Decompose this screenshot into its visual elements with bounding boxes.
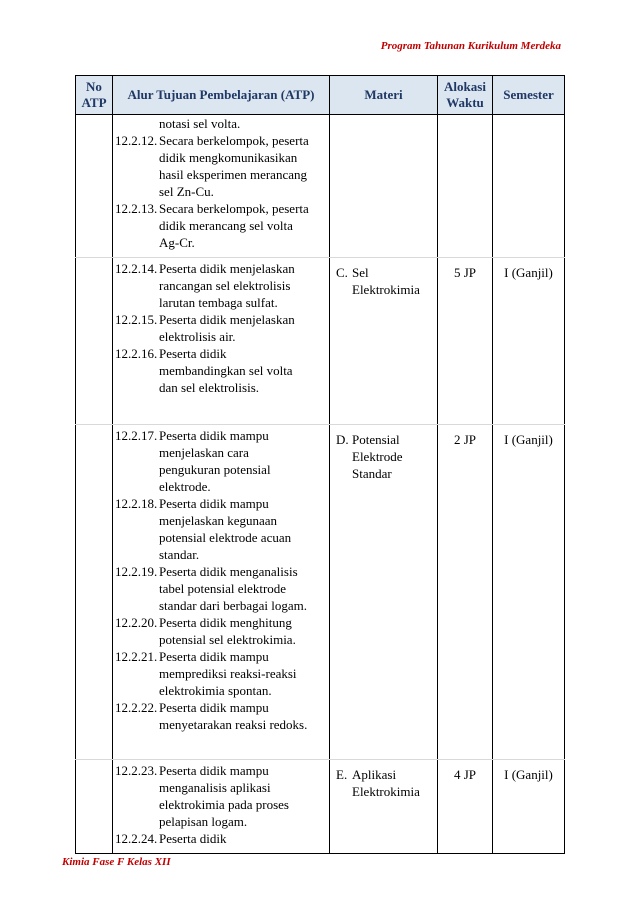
materi-text xyxy=(352,431,403,482)
atp-item xyxy=(115,762,325,830)
atp-line: Secara berkelompok, peserta xyxy=(159,133,309,148)
atp-line: standar dari berbagai logam. xyxy=(159,598,307,613)
atp-number: 12.2.13. xyxy=(115,201,158,216)
materi-text xyxy=(352,766,420,800)
atp-number: 12.2.23. xyxy=(115,763,158,778)
materi-cell xyxy=(330,760,438,854)
atp-text xyxy=(159,345,325,396)
atp-line: Peserta didik xyxy=(159,831,227,846)
atp-item xyxy=(115,260,325,311)
atp-line: membandingkan sel volta xyxy=(159,363,293,378)
atp-line: Peserta didik xyxy=(159,346,227,361)
atp-text xyxy=(159,830,325,847)
atp-number: 12.2.15. xyxy=(115,312,158,327)
atp-item xyxy=(115,495,325,563)
atp-line: dan sel elektrolisis. xyxy=(159,380,260,395)
atp-line: elektrode. xyxy=(159,479,211,494)
table-header-row xyxy=(76,76,565,115)
atp-number: 12.2.24. xyxy=(115,831,158,846)
atp-line: didik mengkomunikasikan xyxy=(159,150,298,165)
atp-text xyxy=(159,311,325,345)
atp-text xyxy=(159,648,325,699)
materi-line: Sel xyxy=(352,265,369,280)
table-row xyxy=(76,115,565,258)
atp-text xyxy=(159,699,325,733)
semester-cell: I (Ganjil) xyxy=(493,760,565,854)
atp-text xyxy=(159,200,325,251)
atp-line: Peserta didik menghitung xyxy=(159,615,292,630)
atp-number: 12.2.20. xyxy=(115,615,158,630)
materi-cell xyxy=(330,425,438,760)
atp-line: menjelaskan kegunaan xyxy=(159,513,278,528)
program-table xyxy=(75,75,565,854)
atp-line: Secara berkelompok, peserta xyxy=(159,201,309,216)
atp-line: pengukuran potensial xyxy=(159,462,271,477)
materi-cell xyxy=(330,258,438,425)
atp-cell xyxy=(113,258,330,425)
materi-letter: E. xyxy=(336,767,348,782)
materi-line: Elektrokimia xyxy=(352,784,420,799)
atp-line: menyetarakan reaksi redoks. xyxy=(159,717,308,732)
semester-cell xyxy=(493,115,565,258)
atp-text xyxy=(159,762,325,830)
atp-item xyxy=(115,200,325,251)
atp-cell xyxy=(113,760,330,854)
alokasi-cell xyxy=(438,115,493,258)
no-atp-cell xyxy=(76,115,113,258)
atp-line: memprediksi reaksi-reaksi xyxy=(159,666,297,681)
atp-number: 12.2.14. xyxy=(115,261,158,276)
materi-line: Elektrode xyxy=(352,449,403,464)
atp-number: 12.2.18. xyxy=(115,496,158,511)
atp-line: elektrolisis air. xyxy=(159,329,236,344)
atp-text xyxy=(159,495,325,563)
atp-line: sel Zn-Cu. xyxy=(159,184,214,199)
atp-item xyxy=(115,648,325,699)
materi-line: Aplikasi xyxy=(352,767,397,782)
atp-line: Peserta didik mampu xyxy=(159,649,269,664)
atp-cell xyxy=(113,115,330,258)
atp-line: standar. xyxy=(159,547,200,562)
atp-item xyxy=(115,699,325,733)
col-header-semester: Semester xyxy=(493,76,565,115)
running-footer: Kimia Fase F Kelas XII xyxy=(62,856,171,868)
no-atp-cell xyxy=(76,258,113,425)
semester-cell: I (Ganjil) xyxy=(493,425,565,760)
atp-item xyxy=(115,115,325,132)
semester-cell: I (Ganjil) xyxy=(493,258,565,425)
atp-cell xyxy=(113,425,330,760)
atp-line: menjelaskan cara xyxy=(159,445,249,460)
atp-number: 12.2.22. xyxy=(115,700,158,715)
atp-number: 12.2.19. xyxy=(115,564,158,579)
atp-line: Peserta didik mampu xyxy=(159,700,269,715)
atp-line: Peserta didik mampu xyxy=(159,496,269,511)
atp-text xyxy=(159,614,325,648)
col-header-atp: Alur Tujuan Pembelajaran (ATP) xyxy=(113,76,330,115)
materi-letter: D. xyxy=(336,432,349,447)
table-row xyxy=(76,258,565,425)
atp-item xyxy=(115,563,325,614)
running-header: Program Tahunan Kurikulum Merdeka xyxy=(380,40,561,52)
atp-number: 12.2.17. xyxy=(115,428,158,443)
materi-line: Elektrokimia xyxy=(352,282,420,297)
atp-number xyxy=(115,115,159,132)
atp-line: Ag-Cr. xyxy=(159,235,195,250)
alokasi-cell: 5 JP xyxy=(438,258,493,425)
atp-text xyxy=(159,427,325,495)
col-header-no: No ATP xyxy=(76,76,113,115)
materi-cell xyxy=(330,115,438,258)
no-atp-cell xyxy=(76,760,113,854)
atp-line: hasil eksperimen merancang xyxy=(159,167,307,182)
atp-item xyxy=(115,427,325,495)
alokasi-cell: 2 JP xyxy=(438,425,493,760)
alokasi-cell: 4 JP xyxy=(438,760,493,854)
table-row xyxy=(76,760,565,854)
atp-line: tabel potensial elektrode xyxy=(159,581,287,596)
table-row xyxy=(76,425,565,760)
atp-line: menganalisis aplikasi xyxy=(159,780,271,795)
no-atp-cell xyxy=(76,425,113,760)
atp-text xyxy=(159,260,325,311)
atp-line: Peserta didik menganalisis xyxy=(159,564,298,579)
atp-number: 12.2.12. xyxy=(115,133,158,148)
atp-item xyxy=(115,311,325,345)
atp-text xyxy=(159,132,325,200)
atp-text xyxy=(159,563,325,614)
atp-line: notasi sel volta. xyxy=(159,116,241,131)
atp-item xyxy=(115,830,325,847)
materi-letter: C. xyxy=(336,265,348,280)
atp-item xyxy=(115,614,325,648)
col-header-materi: Materi xyxy=(330,76,438,115)
atp-line: didik merancang sel volta xyxy=(159,218,293,233)
atp-line: elektrokimia spontan. xyxy=(159,683,272,698)
atp-line: Peserta didik menjelaskan xyxy=(159,261,295,276)
atp-line: larutan tembaga sulfat. xyxy=(159,295,278,310)
atp-item xyxy=(115,132,325,200)
atp-item xyxy=(115,345,325,396)
atp-line: Peserta didik mampu xyxy=(159,763,269,778)
atp-line: pelapisan logam. xyxy=(159,814,248,829)
atp-line: rancangan sel elektrolisis xyxy=(159,278,291,293)
atp-line: Peserta didik mampu xyxy=(159,428,269,443)
materi-line: Standar xyxy=(352,466,392,481)
atp-line: potensial elektrode acuan xyxy=(159,530,292,545)
atp-number: 12.2.16. xyxy=(115,346,158,361)
col-header-alokasi: Alokasi Waktu xyxy=(438,76,493,115)
atp-text xyxy=(159,115,325,132)
atp-line: elektrokimia pada proses xyxy=(159,797,289,812)
materi-text xyxy=(352,264,420,298)
materi-line: Potensial xyxy=(352,432,400,447)
atp-line: Peserta didik menjelaskan xyxy=(159,312,295,327)
atp-line: potensial sel elektrokimia. xyxy=(159,632,296,647)
atp-number: 12.2.21. xyxy=(115,649,158,664)
